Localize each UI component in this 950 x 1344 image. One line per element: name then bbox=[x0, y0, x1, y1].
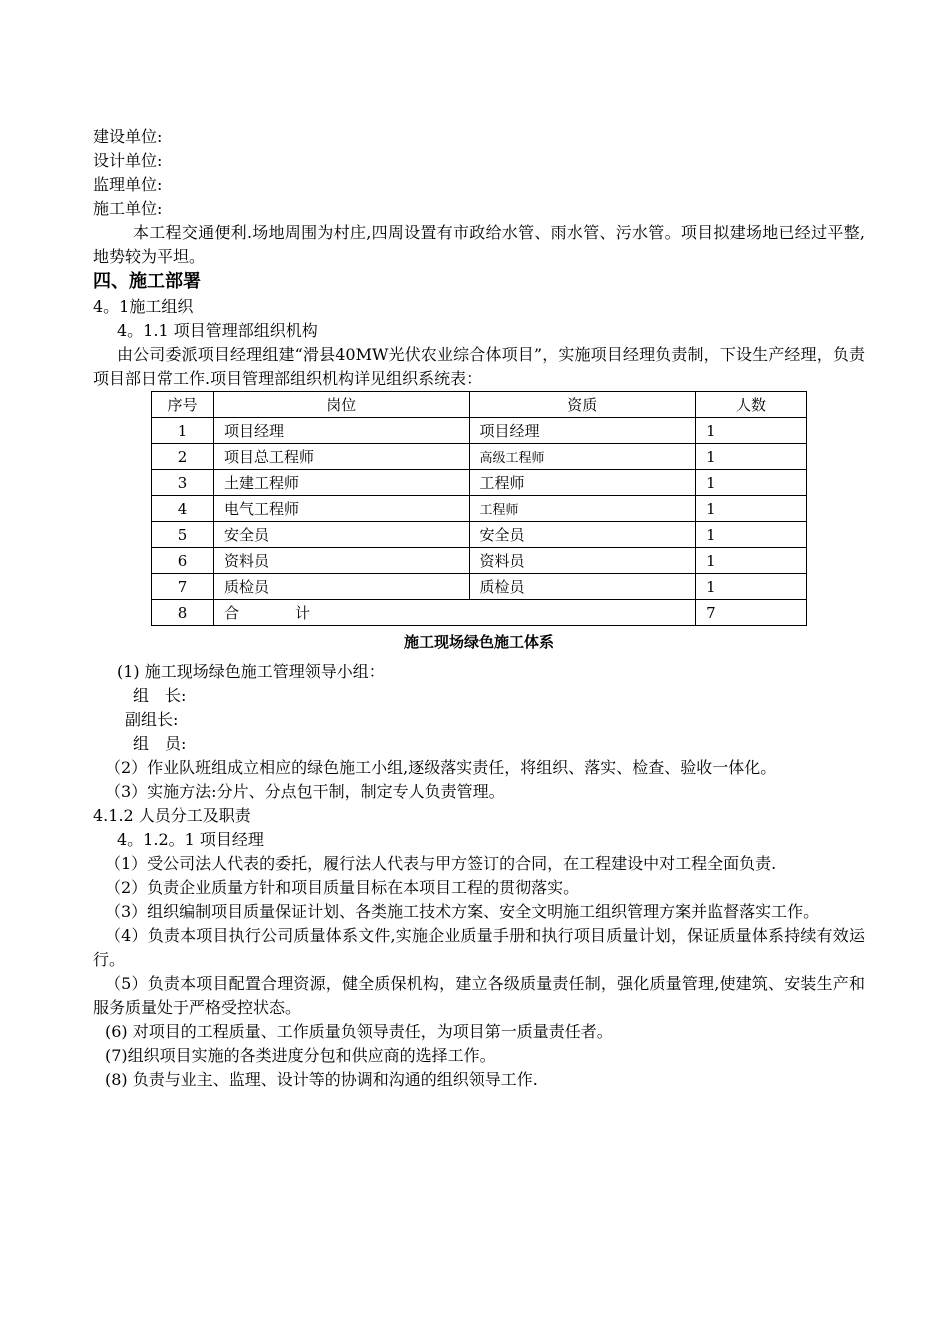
cell-count: 1 bbox=[696, 418, 807, 444]
table-row bbox=[152, 522, 807, 548]
green-item-2: （2）作业队班组成立相应的绿色施工小组,逐级落实责任，将组织、落实、检查、验收一体化。 bbox=[105, 758, 777, 777]
cell-no: 2 bbox=[152, 444, 214, 470]
table-row bbox=[152, 496, 807, 522]
header-post: 岗位 bbox=[213, 392, 469, 418]
cell-qual: 工程师 bbox=[469, 496, 696, 522]
supervision-unit: 监理单位: bbox=[93, 175, 163, 194]
cell-total-count: 7 bbox=[696, 600, 807, 626]
cell-no: 1 bbox=[152, 418, 214, 444]
construction-unit: 建设单位: bbox=[93, 127, 163, 146]
duty-item: (8) 负责与业主、监理、设计等的协调和沟通的组织领导工作. bbox=[105, 1070, 538, 1089]
cell-qual: 项目经理 bbox=[469, 418, 696, 444]
cell-post: 土建工程师 bbox=[213, 470, 469, 496]
cell-no: 4 bbox=[152, 496, 214, 522]
duty-item: （5）负责本项目配置合理资源，健全质保机构，建立各级质量责任制，强化质量管理,使建筑、安装生产和服务质量处于严格受控状态。 bbox=[93, 974, 865, 1017]
duty-item: （3）组织编制项目质量保证计划、各类施工技术方案、安全文明施工组织管理方案并监督落实工作。 bbox=[105, 902, 820, 921]
table-row bbox=[152, 574, 807, 600]
site-description: 本工程交通便利.场地周围为村庄,四周设置有市政给水管、雨水管、污水管。项目拟建场地已经过平整,地势较为平坦。 bbox=[93, 223, 865, 266]
section-4-1-1: 4。1.1 项目管理部组织机构 bbox=[117, 321, 318, 340]
green-leader: 组 长: bbox=[133, 686, 187, 705]
cell-count: 1 bbox=[696, 574, 807, 600]
header-qual: 资质 bbox=[469, 392, 696, 418]
cell-post: 电气工程师 bbox=[213, 496, 469, 522]
cell-no: 7 bbox=[152, 574, 214, 600]
green-construction-title: 施工现场绿色施工体系 bbox=[403, 633, 554, 651]
org-table bbox=[151, 391, 807, 626]
table-total-row bbox=[152, 600, 807, 626]
design-unit: 设计单位: bbox=[93, 151, 163, 170]
table-row bbox=[152, 470, 807, 496]
cell-qual: 工程师 bbox=[469, 470, 696, 496]
duty-item: （4）负责本项目执行公司质量体系文件,实施企业质量手册和执行项目质量计划，保证质量体系持续有效运行。 bbox=[93, 926, 865, 969]
cell-post: 资料员 bbox=[213, 548, 469, 574]
cell-total-label: 合计 bbox=[213, 600, 695, 626]
green-member: 组 员: bbox=[133, 734, 187, 753]
cell-no: 5 bbox=[152, 522, 214, 548]
table-row bbox=[152, 444, 807, 470]
cell-post: 质检员 bbox=[213, 574, 469, 600]
cell-no: 3 bbox=[152, 470, 214, 496]
section-4-1-2-1: 4。1.2。1 项目经理 bbox=[117, 830, 264, 849]
cell-qual: 安全员 bbox=[469, 522, 696, 548]
cell-no: 6 bbox=[152, 548, 214, 574]
section-4-1-2: 4.1.2 人员分工及职责 bbox=[93, 806, 251, 825]
green-item-1: (1) 施工现场绿色施工管理领导小组： bbox=[117, 662, 385, 681]
cell-count: 1 bbox=[696, 522, 807, 548]
duty-item: （2）负责企业质量方针和项目质量目标在本项目工程的贯彻落实。 bbox=[105, 878, 580, 897]
cell-post: 项目总工程师 bbox=[213, 444, 469, 470]
table-row bbox=[152, 418, 807, 444]
duty-item: (7)组织项目实施的各类进度分包和供应商的选择工作。 bbox=[105, 1046, 496, 1065]
cell-count: 1 bbox=[696, 548, 807, 574]
document-page bbox=[93, 125, 865, 1092]
org-intro: 由公司委派项目经理组建“滑县40MW光伏农业综合体项目”，实施项目经理负责制，下设生产经理，负责项目部日常工作.项目管理部组织机构详见组织系统表： bbox=[93, 345, 865, 388]
cell-count: 1 bbox=[696, 470, 807, 496]
cell-no: 8 bbox=[152, 600, 214, 626]
green-item-3: （3）实施方法:分片、分点包干制，制定专人负责管理。 bbox=[105, 782, 505, 801]
cell-qual: 资料员 bbox=[469, 548, 696, 574]
header-no: 序号 bbox=[152, 392, 214, 418]
duty-item: （1）受公司法人代表的委托，履行法人代表与甲方签订的合同，在工程建设中对工程全面负责. bbox=[105, 854, 777, 873]
cell-post: 项目经理 bbox=[213, 418, 469, 444]
cell-qual: 质检员 bbox=[469, 574, 696, 600]
cell-count: 1 bbox=[696, 496, 807, 522]
builder-unit: 施工单位: bbox=[93, 199, 163, 218]
cell-qual: 高级工程师 bbox=[469, 444, 696, 470]
section-4-1: 4。1施工组织 bbox=[93, 297, 194, 316]
cell-count: 1 bbox=[696, 444, 807, 470]
table-row bbox=[152, 548, 807, 574]
cell-post: 安全员 bbox=[213, 522, 469, 548]
green-vice-leader: 副组长: bbox=[125, 710, 179, 729]
duty-item: (6) 对项目的工程质量、工作质量负领导责任，为项目第一质量责任者。 bbox=[105, 1022, 613, 1041]
table-header-row bbox=[152, 392, 807, 418]
header-count: 人数 bbox=[696, 392, 807, 418]
section-4-title: 四、施工部署 bbox=[93, 271, 201, 292]
